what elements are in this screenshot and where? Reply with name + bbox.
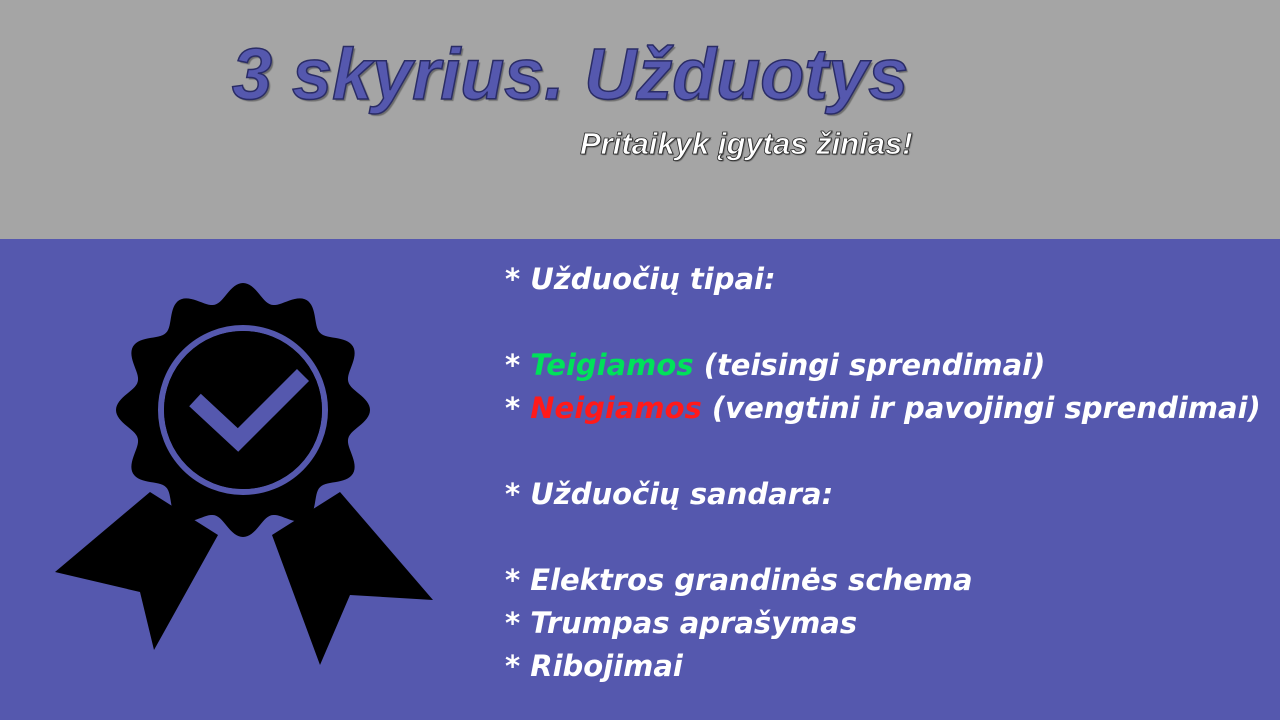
structure-item: * Elektros grandinės schema — [505, 563, 973, 597]
award-ribbon-checkmark-icon — [50, 270, 440, 670]
positive-description: (teisingi sprendimai) — [693, 348, 1046, 382]
structure-heading: * Užduočių sandara: — [505, 477, 834, 511]
header-band — [0, 0, 1280, 239]
spacer — [505, 430, 1275, 473]
bullet: * — [505, 391, 531, 425]
page-title: 3 skyrius. Užduotys — [232, 35, 909, 115]
negative-keyword: Neigiamos — [530, 391, 702, 425]
bullet: * — [505, 348, 531, 382]
types-heading: * Užduočių tipai: — [505, 262, 776, 296]
structure-item: * Trumpas aprašymas — [505, 606, 858, 640]
task-info — [505, 258, 1275, 688]
list-item-negative — [505, 387, 1275, 430]
negative-description: (vengtini ir pavojingi sprendimai) — [701, 391, 1261, 425]
page-subtitle: Pritaikyk įgytas žinias! — [580, 126, 913, 161]
list-item-positive — [505, 344, 1275, 387]
structure-item: * Ribojimai — [505, 649, 683, 683]
spacer — [505, 516, 1275, 559]
positive-keyword: Teigiamos — [530, 348, 694, 382]
rosette-inner-disc — [164, 331, 322, 489]
spacer — [505, 301, 1275, 344]
